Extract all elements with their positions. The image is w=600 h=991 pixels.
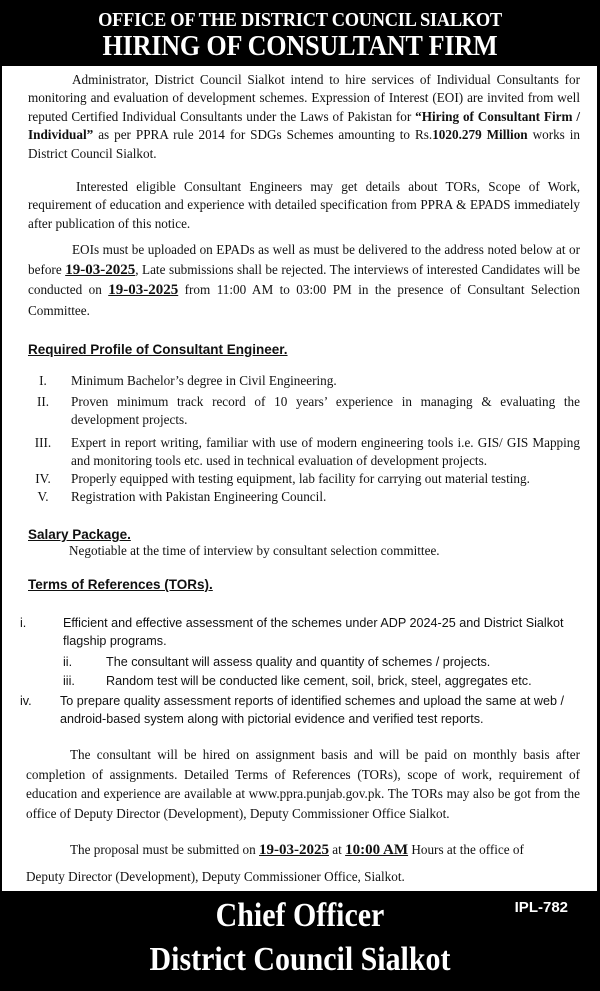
amount: 1020.279 Million (432, 127, 528, 143)
item-text: Random test will be conducted like cement, soil, brick, steel, aggregates etc. (106, 674, 532, 688)
eoi-paragraph (28, 240, 580, 320)
salary-text: Negotiable at the time of interview by consultant selection committee. (69, 543, 440, 558)
profile-heading: Required Profile of Consultant Engineer. (28, 342, 288, 357)
item-number: IV. (35, 471, 51, 486)
proposal-text-3: Hours at the office of (408, 842, 524, 857)
notice-body (2, 66, 597, 891)
proposal-address: Deputy Director (Development), Deputy Commissioner Office, Sialkot. (26, 869, 405, 884)
details-paragraph (28, 178, 580, 233)
signatory-title: Chief Officer (215, 897, 385, 934)
item-number: V. (37, 489, 49, 504)
notice-title: HIRING OF CONSULTANT FIRM (102, 30, 498, 62)
item-text: Proven minimum track record of 10 years’ experience in managing & evaluating the development projects. (71, 394, 580, 427)
item-text: Expert in report writing, familiar with use of modern engineering tools i.e. GIS/ GIS Mapping and monitoring tools etc. used in technical evaluation of development projects. (71, 435, 580, 468)
hiring-paragraph (26, 745, 580, 823)
proposal-date: 19-03-2025 (259, 842, 329, 858)
intro-bold-title: “Hiring of Consultant Firm / Individual” (28, 108, 580, 143)
proposal-paragraph (26, 841, 580, 859)
item-number: III. (34, 435, 52, 450)
ad-code: IPL-782 (514, 899, 568, 916)
salary-heading: Salary Package. (28, 527, 131, 542)
intro-text-3: works in District Council Sialkot. (28, 127, 581, 161)
interview-date: 19-03-2025 (108, 282, 179, 298)
office-title: OFFICE OF THE DISTRICT COUNCIL SIALKOT (98, 9, 502, 31)
item-number: II. (36, 394, 50, 409)
eoi-text-3: from 11:00 AM to 03:00 PM in the presence of Consultant Selection Committee. (28, 282, 580, 318)
item-text: Registration with Pakistan Engineering Council. (71, 489, 327, 504)
notice-header (0, 0, 600, 66)
item-number: ii. (63, 655, 73, 669)
intro-text: Administrator, District Council Sialkot intend to hire services of Individual Consultants for monitoring and evaluation of development schemes. Expression of Interest (EOI) are invited from well reputed Certified Individual Consultants under the Laws of Pakistan for (28, 72, 580, 124)
item-number: i. (20, 616, 27, 630)
item-text: To prepare quality assessment reports of identified schemes and upload the same at web / android-based system along with pictorial evidence and verified test reports. (60, 694, 565, 726)
item-text: Minimum Bachelor’s degree in Civil Engineering. (71, 373, 337, 388)
notice-footer (0, 891, 600, 991)
item-number: I. (39, 373, 47, 388)
item-number: iii. (63, 674, 75, 688)
hiring-text: The consultant will be hired on assignment basis and will be paid on monthly basis after completion of assignments. Detailed Terms of References (TORs), scope of work, requirement of education and experience are available at www.ppra.punjab.gov.pk. The TORs may also be got from the office of Deputy Director (Development), Deputy Commissioner Office Sialkot. (26, 747, 580, 821)
intro-text-2: as per PPRA rule 2014 for SDGs Schemes amounting to Rs. (93, 127, 433, 143)
item-text: The consultant will assess quality and quantity of schemes / projects. (106, 655, 491, 669)
tors-heading: Terms of References (TORs). (28, 577, 213, 592)
proposal-time: 10:00 AM (345, 842, 409, 858)
eoi-text: EOIs must be uploaded on EPADs as well as must be delivered to the address noted below at or before (28, 242, 580, 277)
deadline-date: 19-03-2025 (65, 261, 136, 278)
details-text: Interested eligible Consultant Engineers may get details about TORs, Scope of Work, requirement of education and experience with detailed specification from PPRA & EPADS immediately after publication of this notice. (28, 179, 580, 231)
eoi-text-2: , Late submissions shall be rejected. The interviews of interested Candidates will be conducted on (28, 261, 580, 297)
item-text: Efficient and effective assessment of the schemes under ADP 2024-25 and District Sialkot flagship programs. (63, 616, 564, 648)
item-text: Properly equipped with testing equipment, lab facility for carrying out material testing. (71, 471, 530, 486)
item-number: iv. (20, 694, 32, 708)
signatory-office: District Council Sialkot (149, 941, 451, 978)
proposal-text-2: at (329, 842, 346, 857)
intro-paragraph (28, 71, 580, 163)
proposal-text: The proposal must be submitted on (70, 842, 259, 857)
